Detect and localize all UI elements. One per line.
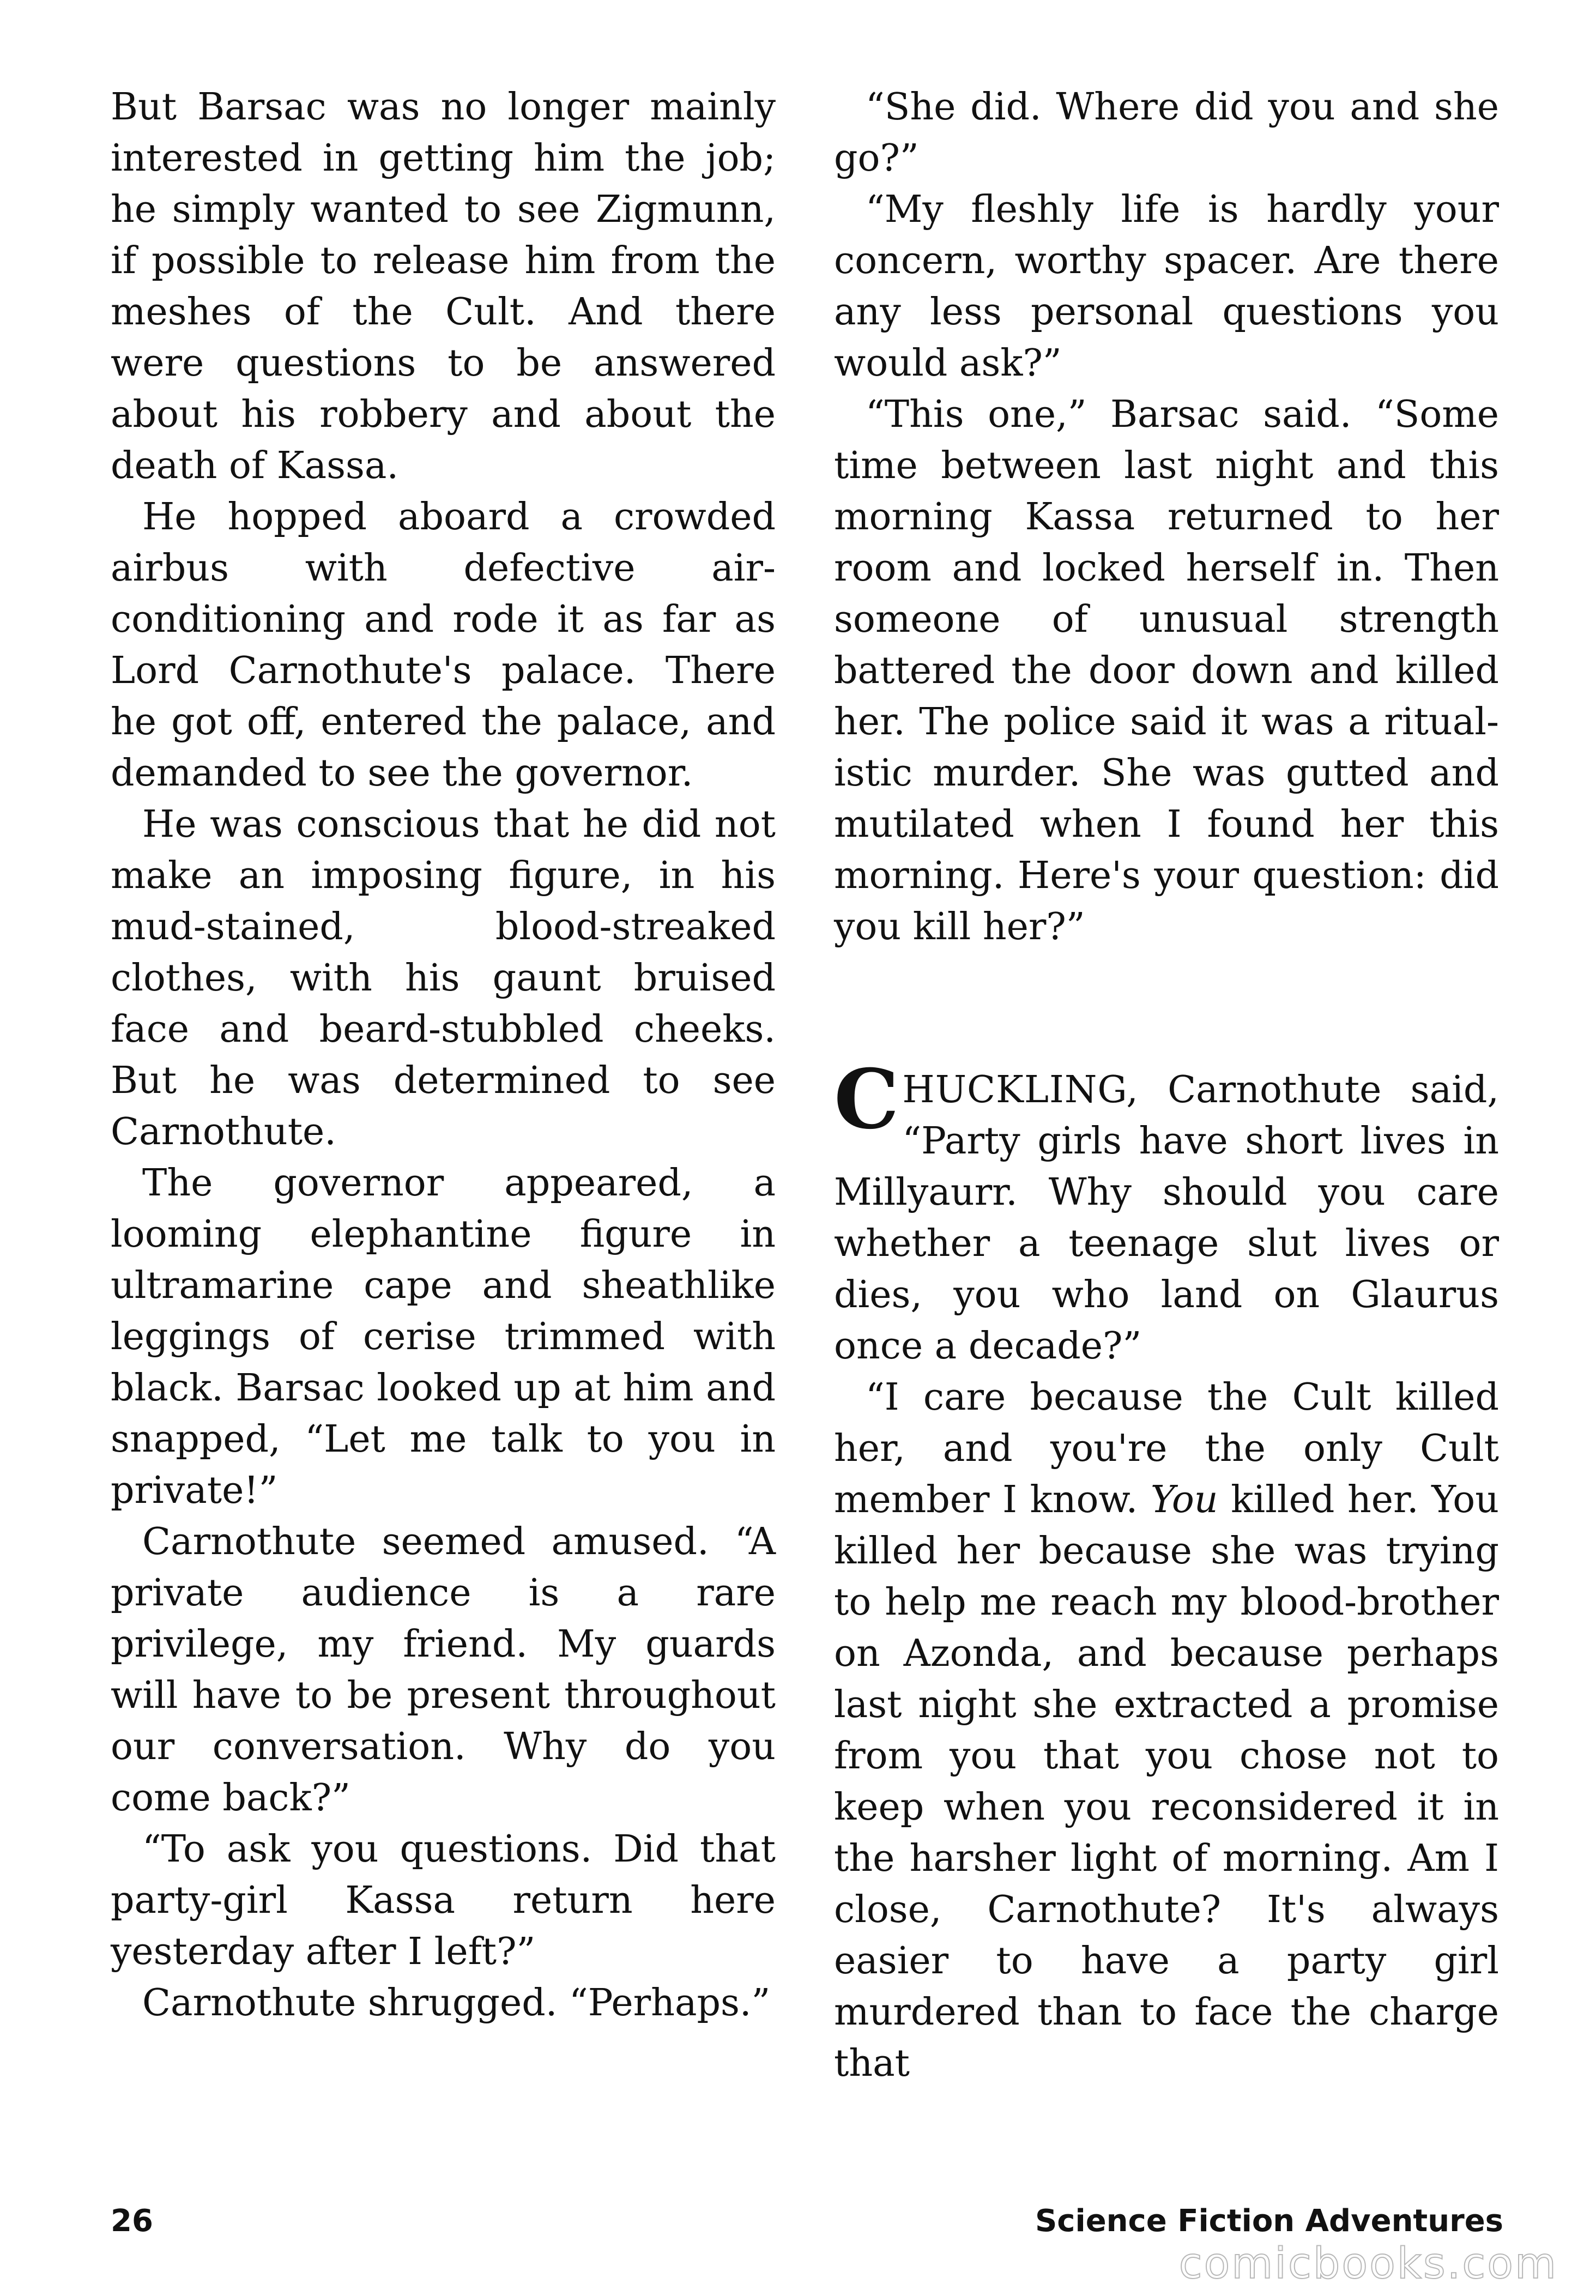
dropcap-paragraph-text: Carnothute said, “Party girls have short lives in Millyaurr. Why should you care whether a teenage slut lives or dies, you who land on Glaurus once a decade?” — [834, 1068, 1499, 1368]
small-caps-lead: HUCKLING, — [902, 1068, 1139, 1111]
right-paragraph-2: “My fleshly life is hardly your concern, worthy spacer. Are there any less personal questions you would ask?” — [834, 188, 1499, 385]
left-paragraph-5: Carnothute seemed amused. “A private audience is a rare privilege, my friend. My guards will have to be present throughout our conversation. Why do you come back?” — [111, 1520, 776, 1820]
left-paragraph-7: Carnothute shrugged. “Perhaps.” — [142, 1981, 771, 2025]
section-break — [834, 953, 1499, 1065]
left-paragraph-2: He hopped aboard a crowded airbus with defective airconditioning and rode it as far as Lord Carnothute's palace. There he got off, entered the palace, and demanded to see the governor. — [111, 496, 776, 795]
paragraph-5-after: killed her. You killed her because she was trying to help me reach my blood-brother on Azonda, and because perhaps last night she extracted a promise from you that you chose not to keep when you reconsidered it in the harsher light of morning. Am I close, Carnothute? It's always easier to have a party girl murdered than to face the charge that — [834, 1478, 1499, 2085]
dropcap-paragraph — [834, 1052, 1499, 1372]
right-paragraph-1: “She did. Where did you and she go?” — [834, 86, 1499, 180]
right-text-column — [834, 82, 1499, 2089]
left-paragraph-6: “To ask you questions. Did that party-girl Kassa return here yesterday after I left?” — [111, 1828, 776, 1973]
paragraph-5-emphasis: You — [1150, 1478, 1218, 1521]
watermark: comicbooks.com — [1178, 2239, 1558, 2288]
right-paragraph-3: “This one,” Barsac said. “Some time between last night and this morning Kassa returned to her room and locked herself in. Then someone of unusual strength battered the door down and killed her. The police said it was a ritualistic murder. She was gutted and mutilated when I found her this morning. Here's your question: did you kill her?” — [834, 393, 1499, 948]
magazine-title: Science Fiction Adventures — [1035, 2203, 1503, 2239]
left-paragraph-3: He was conscious that he did not make an imposing figure, in his mud-stained, blood-streaked clothes, with his gaunt bruised face and beard-stubbled cheeks. But he was determined to see Carnothute. — [111, 803, 776, 1153]
left-paragraph-4: The governor appeared, a looming elephantine figure in ultramarine cape and sheathlike leggings of cerise trimmed with black. Barsac looked up at him and snapped, “Let me talk to you in private!” — [111, 1162, 776, 1512]
page-number: 26 — [111, 2203, 153, 2239]
left-text-column — [111, 82, 776, 2029]
right-paragraph-5 — [834, 1372, 1499, 2089]
paragraph-5-before: “I care because the Cult killed her, and you're the only Cult member I know. — [834, 1376, 1499, 1521]
left-paragraph-1: But Barsac was no longer mainly interested in getting him the job; he simply wanted to see Zigmunn, if possible to release him from the meshes of the Cult. And there were questions to be answered about his robbery and about the death of Kassa. — [111, 86, 776, 487]
drop-cap-letter: C — [834, 1052, 899, 1147]
